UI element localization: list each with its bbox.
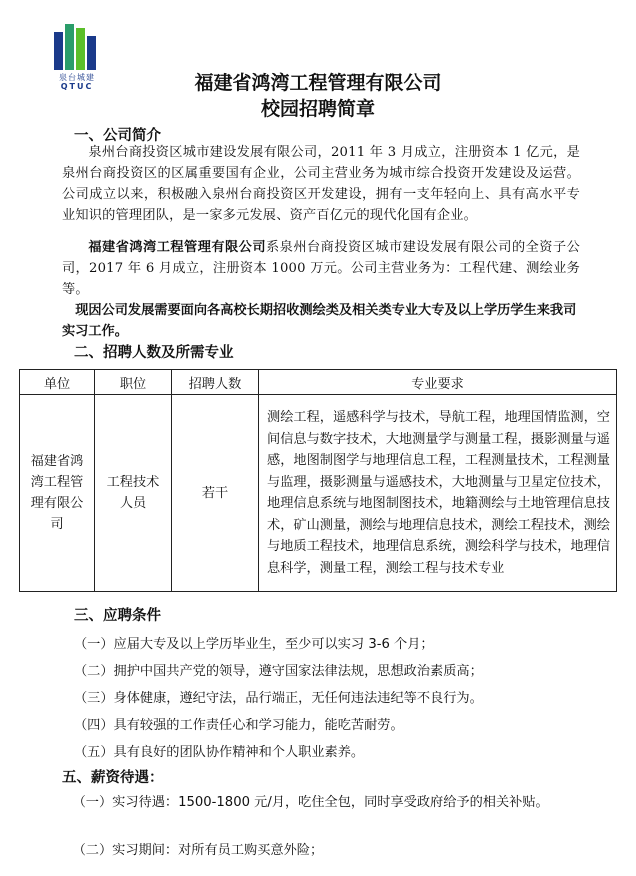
recruitment-notice: 现因公司发展需要面向各高校长期招收测绘类及相关类专业大专及以上学历学生来我司实习工作。 <box>62 303 577 339</box>
logo-bar <box>76 28 85 70</box>
company-title: 福建省鸿湾工程管理有限公司 <box>194 72 442 94</box>
positions-table <box>19 369 617 592</box>
section-heading-conditions: 三、应聘条件 <box>74 608 161 624</box>
document-title: 校园招聘简章 <box>260 98 375 120</box>
cell-requirements: 测绘工程，遥感科学与技术，导航工程，地理国情监测，空间信息与数字技术，大地测量学与测量工程，摄影测量与遥感，地图制图学与地理信息工程，工程测量技术，工程测量与监理，摄影测量与遥感技术，大地测量与卫星定位技术，地理信息系统与地图制图技术，地籍测绘与土地管理信息技术，矿山测量，测绘与地理信息技术，测绘工程技术，测绘与地质工程技术，地理信息系统，测绘科学与技术，地理信息科学，测量工程，测绘工程与技术专业 <box>259 395 617 592</box>
cell-position: 工程技术人员 <box>95 395 172 592</box>
logo-bar <box>54 32 63 70</box>
section-heading-intro: 一、公司简介 <box>74 128 161 144</box>
col-header-count: 招聘人数 <box>172 370 259 395</box>
col-header-position: 职位 <box>95 370 172 395</box>
logo-bar <box>65 24 74 70</box>
salary-item: （一）实习待遇：1500-1800 元/月，吃住全包，同时享受政府给予的相关补贴。 <box>72 795 549 810</box>
intro-paragraph-2 <box>62 237 580 300</box>
condition-item: （四）具有较强的工作责任心和学习能力，能吃苦耐劳。 <box>74 718 404 733</box>
salary-item: （二）实习期间：对所有员工购买意外险； <box>72 843 324 858</box>
col-header-requirements: 专业要求 <box>259 370 617 395</box>
cell-unit: 福建省鸿湾工程管理有限公司 <box>20 395 95 592</box>
company-name-bold: 福建省鸿湾工程管理有限公司 <box>88 240 267 255</box>
logo-mark <box>50 22 104 70</box>
condition-item: （一）应届大专及以上学历毕业生，至少可以实习 3-6 个月； <box>74 637 434 652</box>
intro-paragraph-2-text: 系泉州台商投资区城市建设发展有限公司的全资子公司，2017 年 6 月成立，注册资本 1000 万元。公司主营业务为：工程代建、测绘业务等。 <box>62 240 580 297</box>
intro-paragraph-1: 泉州台商投资区城市建设发展有限公司，2011 年 3 月成立，注册资本 1 亿元，是泉州台商投资区的区属重要国有企业，公司主营业务为城市综合投资开发建设及运营。公司成立以来，积极融入泉州台商投资区开发建设，拥有一支年轻向上、具有高水平专业知识的管理团队，是一家多元发展、资产百亿元的现代化国有企业。 <box>62 145 580 223</box>
section-heading-salary: 五、薪资待遇： <box>62 770 164 786</box>
cell-count: 若干 <box>172 395 259 592</box>
logo-text-cn: 泉台城建 <box>59 73 95 82</box>
table-row <box>20 395 617 592</box>
condition-item: （三）身体健康，遵纪守法，品行端正，无任何违法违纪等不良行为。 <box>74 691 483 706</box>
logo-bar <box>87 36 96 70</box>
section-heading-positions: 二、招聘人数及所需专业 <box>74 345 234 361</box>
table-header-row <box>20 370 617 395</box>
condition-item: （二）拥护中国共产党的领导，遵守国家法律法规，思想政治素质高； <box>74 664 483 679</box>
col-header-unit: 单位 <box>20 370 95 395</box>
condition-item: （五）具有良好的团队协作精神和个人职业素养。 <box>74 745 365 760</box>
logo-text-en: QTUC <box>60 82 94 91</box>
